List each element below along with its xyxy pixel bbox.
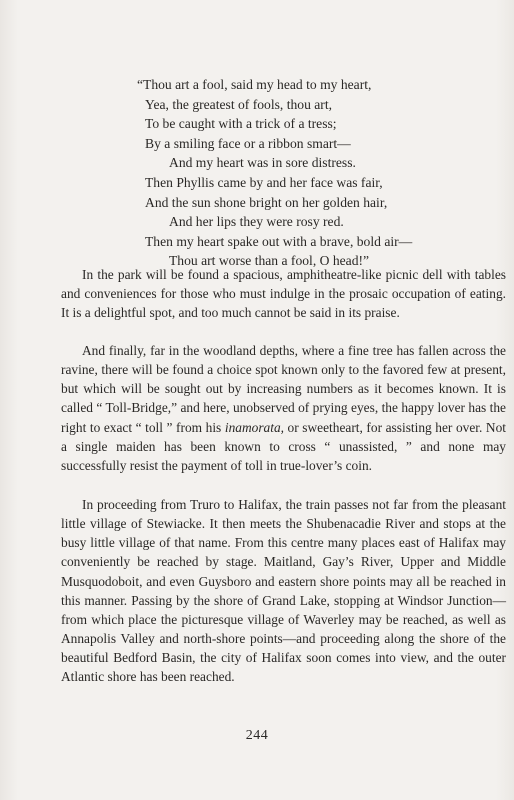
- paragraph-text: In proceeding from Truro to Halifax, the train passes not far from the pleasant little village of Stewiacke. It then meets the Shubenacadie River and stops at the busy little village of that name. From this centre many places east of Halifax may conveniently be reached by stage. Maitland, Gay’s River, Upper and Middle Musquodoboit, and even Guysboro and eastern shore points may all be reached in this manner. Passing by the shore of Grand Lake, stopping at Windsor Junction—from which place the picturesque village of Waverley may be reached, as well as Annapolis Valley and north-shore points—and proceeding along the shore of the beautiful Bedford Basin, the city of Halifax soon comes into view, and the outer Atlantic shore has been reached.: [61, 497, 506, 685]
- paragraph-text: [61, 341, 506, 475]
- poem-stanza-2: [0, 173, 514, 271]
- poem-line: “Thou art a fool, said my head to my heart,: [137, 77, 372, 92]
- italic-term: inamorata,: [224, 419, 284, 435]
- poem-line: Yea, the greatest of fools, thou art,: [145, 96, 332, 112]
- poem-line: Then Phyllis came by and her face was fair,: [145, 175, 383, 190]
- paragraph-toll-bridge: [61, 341, 506, 475]
- poem-line: Thou art worse than a fool, O head!”: [169, 253, 370, 268]
- paragraph-picnic-dell: [61, 265, 506, 322]
- page-number: 244: [245, 728, 269, 743]
- poem-line: Then my heart spake out with a brave, bold air—: [145, 233, 413, 249]
- paragraph-text: In the park will be found a spacious, amphitheatre-like picnic dell with tables and conveniences for those who must indulge in the prosaic occupation of eating. It is a delightful spot, and too much cannot be said in its praise.: [61, 267, 506, 321]
- poem-line: And the sun shone bright on her golden hair,: [145, 194, 388, 210]
- paragraph-text-part: And finally, far in the woodland depths, where a fine tree has fallen across the ravine, there will be found a choice spot known only to the favored few at present, but which will be sought out by increasing numbers as it becomes known. It is called “ Toll-Bridge,” and here, unobserved of prying eyes, the happy lover has the right to exact “ toll ” from his: [61, 343, 506, 435]
- poem-line: And her lips they were rosy red.: [169, 214, 344, 229]
- poem-line: By a smiling face or a ribbon smart—: [145, 135, 351, 151]
- poem-line: And my heart was in sore distress.: [169, 155, 356, 170]
- poem-line: To be caught with a trick of a tress;: [145, 116, 337, 131]
- paragraph-text-part: or sweetheart, for assisting her over. Not a single maiden has been known to cross “ unassisted, ” and none may successfully resist the payment of toll in true-lover’s coin.: [61, 419, 507, 473]
- paragraph-truro-to-halifax: [61, 495, 506, 687]
- poem-stanza-1: [0, 75, 514, 173]
